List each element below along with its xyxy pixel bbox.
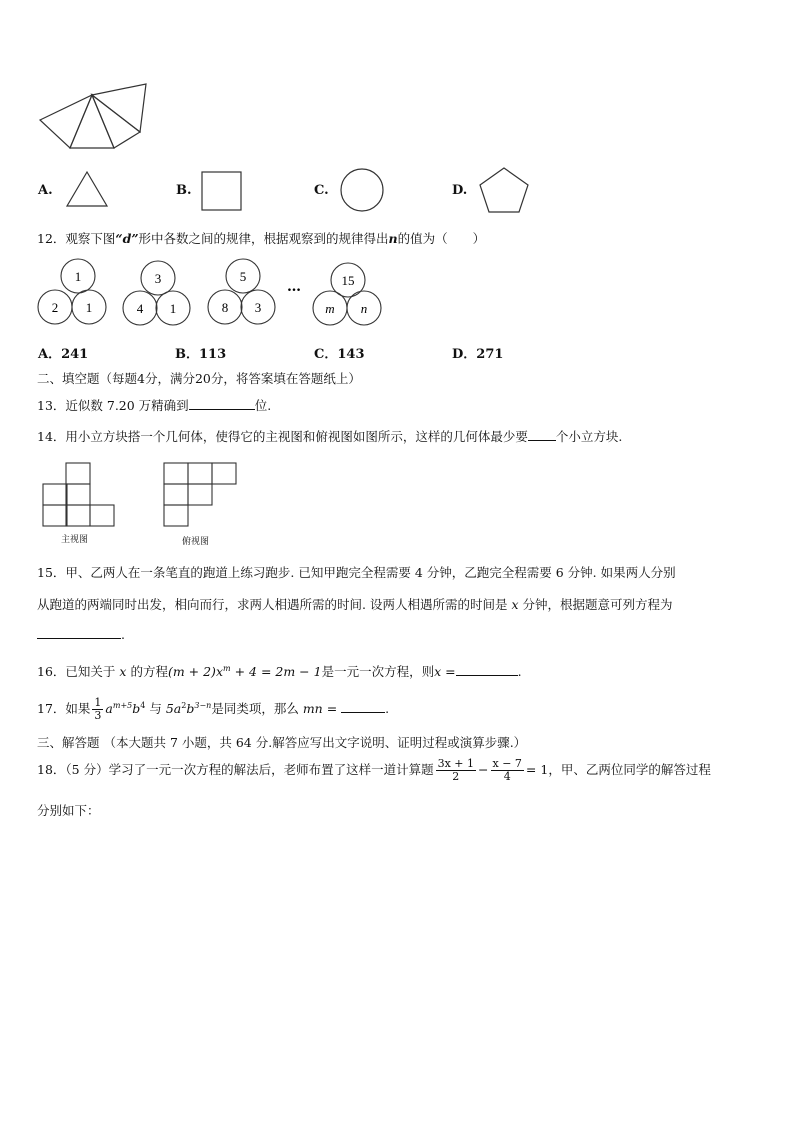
q14-answer-blank[interactable]	[528, 428, 556, 441]
q12-option-c[interactable]: C．143	[314, 347, 365, 362]
ellipsis: …	[287, 279, 301, 295]
square-icon	[200, 170, 244, 212]
q17-fraction: $\frac{1}{3}$	[94, 696, 102, 722]
front-view-caption: 主视图	[61, 535, 89, 545]
q12-option-a[interactable]: A．241	[38, 347, 89, 362]
q12-question: 12．观察下图“d”形中各数之间的规律，根据观察到的规律得出n的值为（ ）	[37, 231, 486, 246]
q13-question: 13．近似数 7.20 万精确到 位.	[37, 398, 272, 413]
option-d-label[interactable]: D.	[452, 183, 468, 198]
circle-2-right: 1	[169, 301, 177, 316]
circle-2-left: 4	[136, 301, 144, 316]
circle-4-top: 15	[341, 273, 355, 288]
circle-3-top: 5	[239, 269, 247, 284]
pentagon-icon	[477, 165, 533, 215]
option-a-label[interactable]: A.	[38, 183, 53, 198]
q18-line-2: 分别如下：	[37, 803, 100, 818]
q15-line-3: .	[37, 626, 125, 642]
circle-group-1	[38, 259, 106, 324]
q14-question: 14．用小立方块搭一个几何体，使得它的主视图和俯视图如图所示，这样的几何体最少要 个小立方块.	[37, 429, 623, 444]
q12-option-d[interactable]: D．271	[452, 347, 504, 362]
circle-1-left: 2	[51, 300, 59, 315]
front-view-figure	[42, 461, 118, 527]
q18-question: 18．（5 分）学习了一元一次方程的解法后，老师布置了这样一道计算题 $\frac{3x + 1}{2}$ − $\frac{x - 7}{4}$ = 1，甲、乙两位同学的解答过程	[37, 757, 711, 783]
circle-3-left: 8	[221, 300, 229, 315]
q15-line-1: 15．甲、乙两人在一条笔直的跑道上练习跑步. 已知甲跑完全程需要 4 分钟，乙跑完全程需要 6 分钟. 如果两人分别	[37, 565, 676, 580]
q13-answer-blank[interactable]	[189, 397, 255, 410]
section-3-heading: 三、解答题 （本大题共 7 小题，共 64 分.解答应写出文字说明、证明过程或演算步骤.）	[37, 735, 527, 750]
section-2-heading: 二、填空题（每题4分，满分20分，将答案填在答题纸上）	[37, 371, 361, 386]
circle-4-left: m	[325, 301, 335, 316]
q16-question: 16．已知关于 x 的方程$(m + 2)x^m + 4 = 2m - 1$是一元一次方程，则x = .	[37, 663, 522, 679]
option-b-label[interactable]: B.	[176, 183, 192, 198]
q18-fraction-2: $\frac{x - 7}{4}$	[492, 757, 522, 783]
q17-question: 17．如果 $\frac{1}{3}$ $a^{m+5}b^4$ 与 $5a^2b^{3-n}$是同类项，那么 mn = .	[37, 696, 390, 722]
q16-answer-blank[interactable]	[456, 663, 518, 676]
q15-answer-blank[interactable]	[37, 626, 121, 639]
circle-group-4	[313, 263, 381, 325]
circle-group-2	[123, 261, 190, 325]
circle-group-3	[208, 259, 275, 324]
circle-pattern-figure	[36, 256, 396, 332]
circle-icon	[338, 167, 386, 213]
triangle-icon	[65, 170, 109, 208]
circle-1-top: 1	[74, 269, 82, 284]
circle-1-right: 1	[85, 300, 93, 315]
q17-answer-blank[interactable]	[341, 700, 385, 713]
q15-line-2: 从跑道的两端同时出发，相向而行，求两人相遇所需的时间. 设两人相遇所需的时间是 x 分钟，根据题意可列方程为	[37, 597, 673, 612]
q12-option-b[interactable]: B．113	[175, 347, 227, 362]
pyramid-net-figure	[36, 80, 151, 152]
q18-fraction-1: $\frac{3x + 1}{2}$	[437, 757, 475, 783]
top-view-caption: 俯视图	[182, 537, 210, 547]
circle-2-top: 3	[154, 271, 162, 286]
circle-4-right: n	[360, 301, 368, 316]
circle-3-right: 3	[254, 300, 262, 315]
top-view-figure	[162, 461, 242, 529]
option-c-label[interactable]: C.	[314, 183, 329, 198]
